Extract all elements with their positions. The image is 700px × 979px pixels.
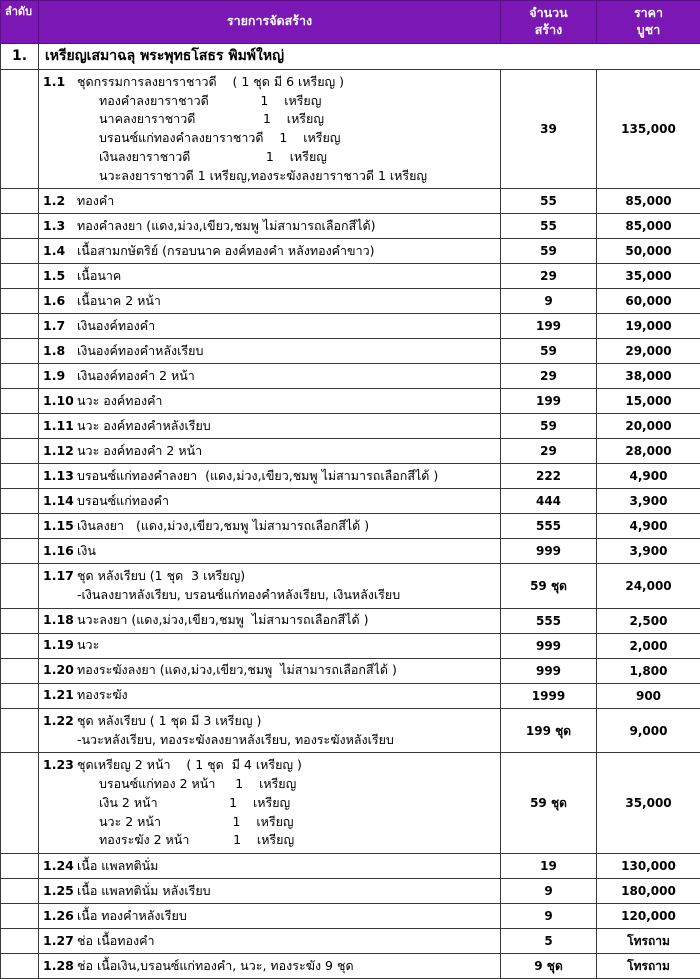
row-number xyxy=(1,539,39,564)
row-price: โทรถาม xyxy=(597,954,700,979)
row-index: 1.17 xyxy=(43,567,77,586)
row-description xyxy=(39,683,501,708)
row-description-main: 1.6 เนื้อนาค 2 หน้า xyxy=(43,292,496,311)
row-description xyxy=(39,514,501,539)
row-description-main: 1.4 เนื้อสามกษัตริย์ (กรอบนาค องค์ทองคำ หลังทองคำขาว) xyxy=(43,242,496,261)
row-description-main: 1.5 เนื้อนาค xyxy=(43,267,496,286)
table-row xyxy=(1,489,700,514)
row-number xyxy=(1,904,39,929)
column-header-quantity xyxy=(501,1,597,44)
row-description xyxy=(39,339,501,364)
row-index: 1.28 xyxy=(43,957,77,976)
row-quantity: 199 xyxy=(501,389,597,414)
row-price: 20,000 xyxy=(597,414,700,439)
row-price: 19,000 xyxy=(597,314,700,339)
row-price: 60,000 xyxy=(597,289,700,314)
row-quantity: 1999 xyxy=(501,683,597,708)
row-description-main: 1.7 เงินองค์ทองคำ xyxy=(43,317,496,336)
row-index: 1.10 xyxy=(43,392,77,411)
row-description-main: 1.17 ชุด หลังเรียบ (1 ชุด 3 เหรียญ) xyxy=(43,567,496,586)
row-description-sub-line: ทองระฆัง 2 หน้า 1 เหรียญ xyxy=(43,831,496,850)
table-row xyxy=(1,264,700,289)
row-number xyxy=(1,854,39,879)
column-header-price-line1: ราคา xyxy=(599,5,698,22)
row-description xyxy=(39,564,501,609)
table-row xyxy=(1,214,700,239)
row-number xyxy=(1,929,39,954)
row-description xyxy=(39,289,501,314)
row-description-main: 1.8 เงินองค์ทองคำหลังเรียบ xyxy=(43,342,496,361)
row-description xyxy=(39,364,501,389)
row-description xyxy=(39,608,501,633)
row-description xyxy=(39,854,501,879)
row-index: 1.11 xyxy=(43,417,77,436)
column-header-quantity-line1: จำนวน xyxy=(503,5,594,22)
table-row xyxy=(1,414,700,439)
row-description xyxy=(39,708,501,753)
row-price: 9,000 xyxy=(597,708,700,753)
row-number xyxy=(1,658,39,683)
row-description-main: 1.2 ทองคำ xyxy=(43,192,496,211)
row-number xyxy=(1,439,39,464)
row-quantity: 59 xyxy=(501,339,597,364)
row-description-main: 1.20 ทองระฆังลงยา (แดง,ม่วง,เขียว,ชมพู ไม่สามารถเลือกสีได้ ) xyxy=(43,661,496,680)
row-index: 1.8 xyxy=(43,342,77,361)
row-description-main: 1.28 ช่อ เนื้อเงิน,บรอนซ์แก่ทองคำ, นวะ, ทองระฆัง 9 ชุด xyxy=(43,957,496,976)
row-description xyxy=(39,314,501,339)
table-header xyxy=(1,1,700,44)
row-index: 1.6 xyxy=(43,292,77,311)
row-description-main: 1.21 ทองระฆัง xyxy=(43,686,496,705)
row-quantity: 39 xyxy=(501,69,597,189)
row-quantity: 55 xyxy=(501,214,597,239)
table-row xyxy=(1,658,700,683)
row-number xyxy=(1,708,39,753)
row-price: 15,000 xyxy=(597,389,700,414)
table-row xyxy=(1,633,700,658)
row-quantity: 59 ชุด xyxy=(501,564,597,609)
row-number xyxy=(1,189,39,214)
row-description-main: 1.18 นวะลงยา (แดง,ม่วง,เขียว,ชมพู ไม่สามารถเลือกสีได้ ) xyxy=(43,611,496,630)
table-row xyxy=(1,753,700,854)
row-quantity: 222 xyxy=(501,464,597,489)
row-index: 1.7 xyxy=(43,317,77,336)
row-quantity: 59 ชุด xyxy=(501,753,597,854)
row-price: 130,000 xyxy=(597,854,700,879)
row-number xyxy=(1,514,39,539)
row-description-sub-line: ทองคำลงยาราชาวดี 1 เหรียญ xyxy=(43,92,496,111)
table-row xyxy=(1,514,700,539)
row-quantity: 59 xyxy=(501,239,597,264)
column-header-quantity-line2: สร้าง xyxy=(503,22,594,39)
row-number xyxy=(1,414,39,439)
row-quantity: 199 ชุด xyxy=(501,708,597,753)
table-row xyxy=(1,289,700,314)
table-row xyxy=(1,879,700,904)
row-index: 1.26 xyxy=(43,907,77,926)
header-row xyxy=(1,1,700,44)
table-row xyxy=(1,564,700,609)
table-row xyxy=(1,364,700,389)
row-number xyxy=(1,683,39,708)
row-description xyxy=(39,954,501,979)
row-price: 120,000 xyxy=(597,904,700,929)
row-description xyxy=(39,239,501,264)
row-description-main: 1.1 ชุดกรรมการลงยาราชาวดี ( 1 ชุด มี 6 เหรียญ ) xyxy=(43,73,496,92)
row-description xyxy=(39,69,501,189)
section-title: เหรียญเสมาฉลุ พระพุทธโสธร พิมพ์ใหญ่ xyxy=(39,43,700,69)
row-description-sub-line: บรอนซ์แก่ทอง 2 หน้า 1 เหรียญ xyxy=(43,775,496,794)
row-number xyxy=(1,339,39,364)
row-quantity: 19 xyxy=(501,854,597,879)
table-row xyxy=(1,314,700,339)
row-number xyxy=(1,753,39,854)
table-row xyxy=(1,239,700,264)
row-index: 1.16 xyxy=(43,542,77,561)
row-index: 1.27 xyxy=(43,932,77,951)
row-number xyxy=(1,954,39,979)
row-number xyxy=(1,608,39,633)
row-description xyxy=(39,539,501,564)
row-description-sub-line: -นวะหลังเรียบ, ทองระฆังลงยาหลังเรียบ, ทองระฆังหลังเรียบ xyxy=(43,731,496,750)
row-description-main: 1.25 เนื้อ แพลทตินั่ม หลังเรียบ xyxy=(43,882,496,901)
row-index: 1.2 xyxy=(43,192,77,211)
row-number xyxy=(1,489,39,514)
row-quantity: 9 xyxy=(501,904,597,929)
row-quantity: 59 xyxy=(501,414,597,439)
row-number xyxy=(1,69,39,189)
row-index: 1.19 xyxy=(43,636,77,655)
row-description-main: 1.24 เนื้อ แพลทตินั่ม xyxy=(43,857,496,876)
row-quantity: 29 xyxy=(501,439,597,464)
row-index: 1.24 xyxy=(43,857,77,876)
table-row xyxy=(1,189,700,214)
table-row xyxy=(1,683,700,708)
row-description-main: 1.23 ชุดเหรียญ 2 หน้า ( 1 ชุด มี 4 เหรียญ ) xyxy=(43,756,496,775)
row-quantity: 9 xyxy=(501,879,597,904)
row-description xyxy=(39,214,501,239)
row-index: 1.25 xyxy=(43,882,77,901)
row-number xyxy=(1,289,39,314)
row-description-sub-line: เงิน 2 หน้า 1 เหรียญ xyxy=(43,794,496,813)
table-row xyxy=(1,69,700,189)
row-number xyxy=(1,314,39,339)
table-row xyxy=(1,854,700,879)
row-description-main: 1.22 ชุด หลังเรียบ ( 1 ชุด มี 3 เหรียญ ) xyxy=(43,712,496,731)
table-row xyxy=(1,539,700,564)
table-row xyxy=(1,954,700,979)
column-header-no: ลำดับ xyxy=(1,1,39,44)
row-description-main: 1.3 ทองคำลงยา (แดง,ม่วง,เขียว,ชมพู ไม่สามารถเลือกสีได้) xyxy=(43,217,496,236)
row-index: 1.20 xyxy=(43,661,77,680)
row-description-main: 1.9 เงินองค์ทองคำ 2 หน้า xyxy=(43,367,496,386)
row-description xyxy=(39,879,501,904)
row-description xyxy=(39,929,501,954)
row-index: 1.9 xyxy=(43,367,77,386)
row-index: 1.1 xyxy=(43,73,77,92)
column-header-description: รายการจัดสร้าง xyxy=(39,1,501,44)
row-number xyxy=(1,239,39,264)
row-description-sub-line: เงินลงยาราชาวดี 1 เหรียญ xyxy=(43,148,496,167)
row-description-main: 1.26 เนื้อ ทองคำหลังเรียบ xyxy=(43,907,496,926)
row-description xyxy=(39,439,501,464)
row-quantity: 55 xyxy=(501,189,597,214)
row-description-sub-line: นาคลงยาราชาวดี 1 เหรียญ xyxy=(43,110,496,129)
row-quantity: 555 xyxy=(501,608,597,633)
row-description-main: 1.19 นวะ xyxy=(43,636,496,655)
row-quantity: 999 xyxy=(501,633,597,658)
row-number xyxy=(1,389,39,414)
row-description-main: 1.15 เงินลงยา (แดง,ม่วง,เขียว,ชมพู ไม่สามารถเลือกสีได้ ) xyxy=(43,517,496,536)
row-price: 2,500 xyxy=(597,608,700,633)
section-index: 1. xyxy=(1,43,39,69)
row-price: 35,000 xyxy=(597,753,700,854)
row-price: 1,800 xyxy=(597,658,700,683)
row-description-sub-line: บรอนซ์แก่ทองคำลงยาราชาวดี 1 เหรียญ xyxy=(43,129,496,148)
row-index: 1.15 xyxy=(43,517,77,536)
row-price: 2,000 xyxy=(597,633,700,658)
row-quantity: 999 xyxy=(501,539,597,564)
row-description xyxy=(39,489,501,514)
row-price: 85,000 xyxy=(597,189,700,214)
row-description-main: 1.14 บรอนซ์แก่ทองคำ xyxy=(43,492,496,511)
row-quantity: 199 xyxy=(501,314,597,339)
column-header-price xyxy=(597,1,700,44)
row-index: 1.13 xyxy=(43,467,77,486)
table-row xyxy=(1,464,700,489)
row-quantity: 29 xyxy=(501,364,597,389)
table-row xyxy=(1,708,700,753)
table-row xyxy=(1,608,700,633)
row-description xyxy=(39,753,501,854)
row-quantity: 444 xyxy=(501,489,597,514)
row-index: 1.3 xyxy=(43,217,77,236)
row-description-main: 1.10 นวะ องค์ทองคำ xyxy=(43,392,496,411)
row-price: 28,000 xyxy=(597,439,700,464)
table-row xyxy=(1,389,700,414)
row-price: 3,900 xyxy=(597,489,700,514)
row-description-sub-line: นวะลงยาราชาวดี 1 เหรียญ,ทองระฆังลงยาราชาวดี 1 เหรียญ xyxy=(43,167,496,186)
row-description-main: 1.27 ช่อ เนื้อทองคำ xyxy=(43,932,496,951)
row-quantity: 999 xyxy=(501,658,597,683)
row-quantity: 9 xyxy=(501,289,597,314)
row-price: 50,000 xyxy=(597,239,700,264)
row-price: 38,000 xyxy=(597,364,700,389)
row-index: 1.14 xyxy=(43,492,77,511)
row-price: 85,000 xyxy=(597,214,700,239)
row-number xyxy=(1,464,39,489)
row-price: 4,900 xyxy=(597,464,700,489)
row-description xyxy=(39,464,501,489)
row-price: 135,000 xyxy=(597,69,700,189)
row-quantity: 555 xyxy=(501,514,597,539)
row-index: 1.5 xyxy=(43,267,77,286)
row-description-sub-line: -เงินลงยาหลังเรียบ, บรอนซ์แก่ทองคำหลังเรียบ, เงินหลังเรียบ xyxy=(43,586,496,605)
table-row xyxy=(1,904,700,929)
table-row xyxy=(1,929,700,954)
table-body xyxy=(1,43,700,978)
row-description xyxy=(39,189,501,214)
row-index: 1.23 xyxy=(43,756,77,775)
row-index: 1.21 xyxy=(43,686,77,705)
row-description xyxy=(39,633,501,658)
row-index: 1.12 xyxy=(43,442,77,461)
section-row xyxy=(1,43,700,69)
row-quantity: 5 xyxy=(501,929,597,954)
row-number xyxy=(1,264,39,289)
row-description xyxy=(39,264,501,289)
row-price: 29,000 xyxy=(597,339,700,364)
table-row xyxy=(1,439,700,464)
row-price: 4,900 xyxy=(597,514,700,539)
row-number xyxy=(1,214,39,239)
row-number xyxy=(1,879,39,904)
row-description-main: 1.11 นวะ องค์ทองคำหลังเรียบ xyxy=(43,417,496,436)
row-quantity: 29 xyxy=(501,264,597,289)
row-price: 3,900 xyxy=(597,539,700,564)
row-price: 35,000 xyxy=(597,264,700,289)
row-price: 24,000 xyxy=(597,564,700,609)
row-description xyxy=(39,414,501,439)
row-number xyxy=(1,564,39,609)
row-description-sub-line: นวะ 2 หน้า 1 เหรียญ xyxy=(43,813,496,832)
row-quantity: 9 ชุด xyxy=(501,954,597,979)
row-price: 180,000 xyxy=(597,879,700,904)
row-index: 1.18 xyxy=(43,611,77,630)
row-index: 1.22 xyxy=(43,712,77,731)
row-description xyxy=(39,389,501,414)
table-row xyxy=(1,339,700,364)
row-description xyxy=(39,904,501,929)
row-number xyxy=(1,364,39,389)
row-description-main: 1.16 เงิน xyxy=(43,542,496,561)
row-index: 1.4 xyxy=(43,242,77,261)
column-header-price-line2: บูชา xyxy=(599,22,698,39)
row-description-main: 1.13 บรอนซ์แก่ทองคำลงยา (แดง,ม่วง,เขียว,ชมพู ไม่สามารถเลือกสีได้ ) xyxy=(43,467,496,486)
row-number xyxy=(1,633,39,658)
row-price: โทรถาม xyxy=(597,929,700,954)
row-price: 900 xyxy=(597,683,700,708)
row-description xyxy=(39,658,501,683)
row-description-main: 1.12 นวะ องค์ทองคำ 2 หน้า xyxy=(43,442,496,461)
